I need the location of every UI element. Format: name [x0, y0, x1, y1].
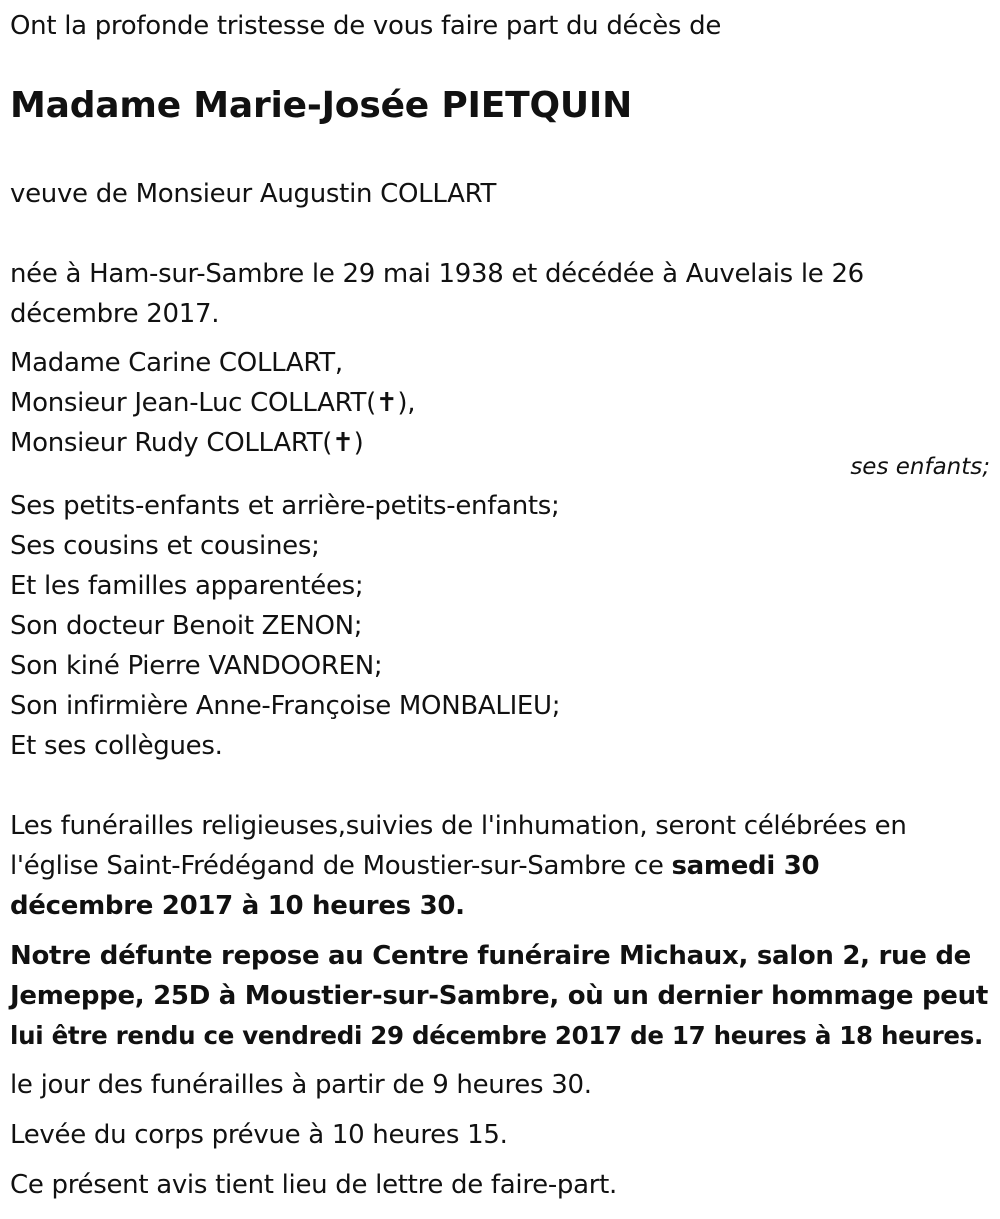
child-entry: Monsieur Jean-Luc COLLART(✝),	[10, 388, 416, 418]
notice-text: Ce présent avis tient lieu de lettre de faire-part.	[10, 1170, 618, 1200]
family-entry: Son kiné Pierre VANDOOREN;	[10, 651, 383, 681]
child-entry: Madame Carine COLLART,	[10, 348, 343, 378]
funeral-date-start: samedi 30	[671, 851, 820, 881]
family-entry: Son infirmière Anne-Françoise MONBALIEU;	[10, 691, 561, 721]
funeral-date-time: décembre 2017 à 10 heures 30.	[10, 891, 465, 921]
funeral-day-visitation: le jour des funérailles à partir de 9 heures 30.	[10, 1070, 592, 1100]
birth-death-line-2: décembre 2017.	[10, 299, 220, 329]
intro-text: Ont la profonde tristesse de vous faire part du décès de	[10, 11, 722, 41]
funeral-line-2	[10, 846, 819, 886]
visitation-line: lui être rendu ce vendredi 29 décembre 2017 de 17 heures à 18 heures.	[10, 1021, 983, 1050]
deceased-name: Madame Marie-Josée PIETQUIN	[10, 85, 633, 126]
family-entry: Ses cousins et cousines;	[10, 531, 320, 561]
visitation-line: Jemeppe, 25D à Moustier-sur-Sambre, où un dernier hommage peut	[10, 981, 988, 1011]
family-entry: Ses petits-enfants et arrière-petits-enfants;	[10, 491, 560, 521]
birth-death-line-1: née à Ham-sur-Sambre le 29 mai 1938 et décédée à Auvelais le 26	[10, 259, 864, 289]
family-entry: Son docteur Benoit ZENON;	[10, 611, 363, 641]
children-label: ses enfants;	[850, 454, 990, 480]
body-removal-text: Levée du corps prévue à 10 heures 15.	[10, 1120, 508, 1150]
widow-of-text: veuve de Monsieur Augustin COLLART	[10, 179, 497, 209]
family-entry: Et ses collègues.	[10, 731, 223, 761]
child-entry: Monsieur Rudy COLLART(✝)	[10, 428, 364, 458]
visitation-line: Notre défunte repose au Centre funéraire Michaux, salon 2, rue de	[10, 941, 971, 971]
funeral-location: l'église Saint-Frédégand de Moustier-sur-Sambre ce	[10, 851, 672, 881]
funeral-line-1: Les funérailles religieuses,suivies de l'inhumation, seront célébrées en	[10, 811, 907, 841]
family-entry: Et les familles apparentées;	[10, 571, 364, 601]
